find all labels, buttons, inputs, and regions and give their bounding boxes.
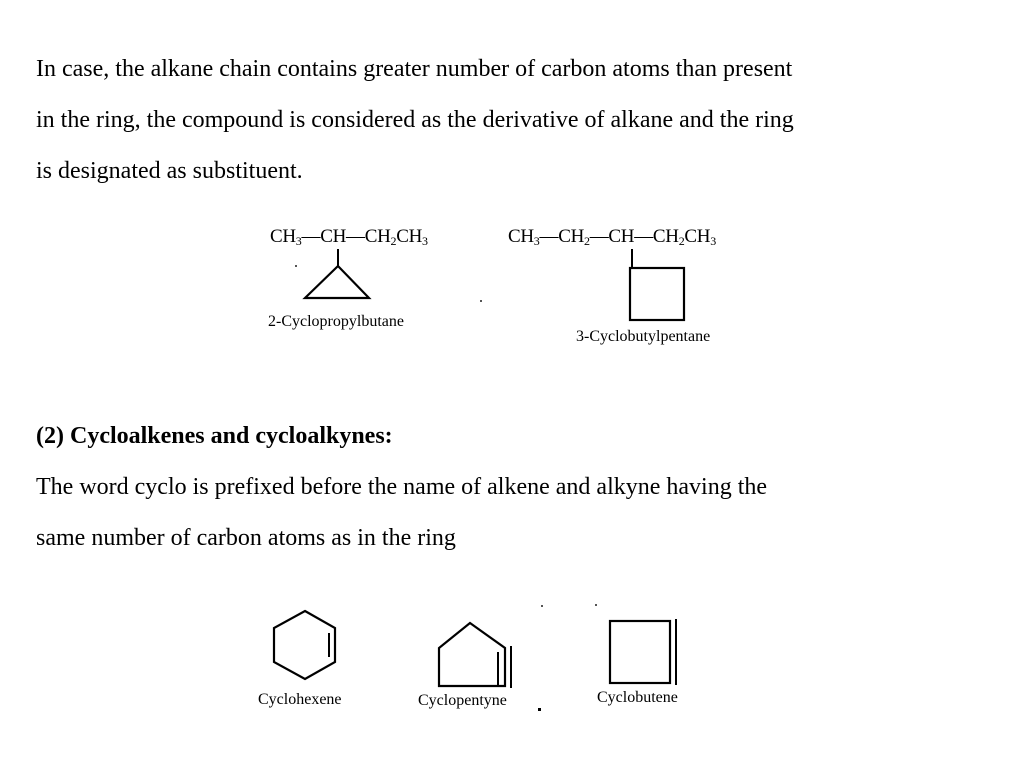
- scan-speck: [541, 605, 543, 607]
- intro-line-1: In case, the alkane chain contains greater number of carbon atoms than present: [36, 56, 793, 82]
- cyclobutylpentane-caption: 3-Cyclobutylpentane: [576, 328, 711, 345]
- cyclobutylpentane-formula: $CH_3—CH_2—CH—CH_2CH_3$: [508, 226, 716, 248]
- scan-speck: [538, 708, 541, 711]
- cyclopentyne-caption: Cyclopentyne: [418, 692, 507, 709]
- intro-line-3: is designated as substituent.: [36, 158, 303, 184]
- scan-speck: [295, 265, 297, 267]
- section-heading: (2) Cycloalkenes and cycloalkynes:: [36, 423, 393, 449]
- cyclopropylbutane-formula: $CH_3—CH—CH_2CH_3$: [270, 226, 428, 248]
- intro-line-2: in the ring, the compound is considered as the derivative of alkane and the ring: [36, 107, 794, 133]
- cyclopropylbutane-caption: 2-Cyclopropylbutane: [268, 313, 404, 330]
- section2-line-2: same number of carbon atoms as in the ring: [36, 525, 456, 551]
- scan-speck: [595, 604, 597, 606]
- cyclohexene-caption: Cyclohexene: [258, 691, 342, 708]
- cyclobutene-caption: Cyclobutene: [597, 689, 678, 706]
- section2-line-1: The word cyclo is prefixed before the name of alkene and alkyne having the: [36, 474, 768, 500]
- scan-speck: [480, 300, 482, 302]
